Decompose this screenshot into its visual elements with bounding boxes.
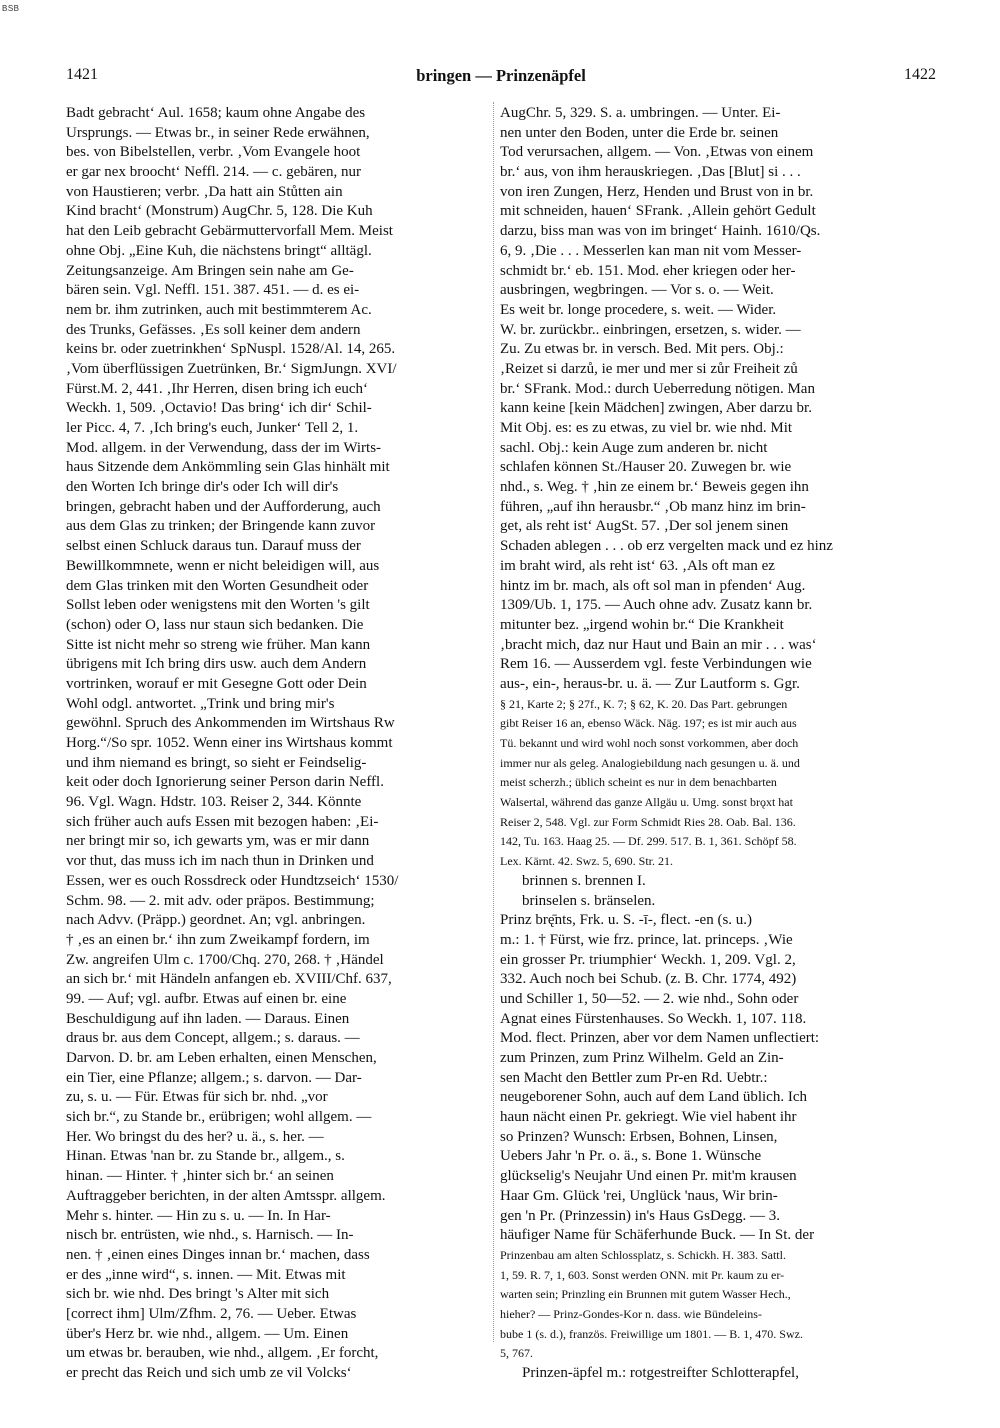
text-line: sich br. wie nhd. Des bringt 's Alter mit sich: [66, 1286, 330, 1303]
text-line: ‚Vom überflüssigen Zuetrünken, Br.‘ SigmJungn. XVI/: [66, 360, 397, 377]
text-line: 142, Tu. 163. Haag 25. — Df. 299. 517. B. 1, 361. Schöpf 58.: [500, 834, 797, 849]
text-line: Es weit br. longe procedere, s. weit. — Wider.: [500, 301, 777, 318]
text-line: haus Sitzende dem Ankömmling sein Glas hinhält mit: [66, 459, 390, 476]
page-number-left: 1421: [66, 66, 98, 83]
column-divider: [493, 102, 494, 1342]
text-line: sachl. Obj.: kein Auge zum anderen br. nicht: [500, 439, 768, 456]
text-line: nen. † ‚einen eines Dinges innan br.‘ machen, dass: [66, 1246, 370, 1263]
text-line: sich br.“, zu Stande br., erübrigen; wohl allgem. —: [66, 1109, 372, 1126]
text-line: Schm. 98. — 2. mit adv. oder präpos. Bestimmung;: [66, 892, 375, 909]
text-line: m.: 1. † Fürst, wie frz. prince, lat. princeps. ‚Wie: [500, 931, 793, 948]
text-line: Mod. allgem. in der Verwendung, dass der im Wirts-: [66, 439, 382, 456]
text-line: aus dem Glas zu trinken; der Bringende kann zuvor: [66, 518, 376, 535]
text-line: er precht das Reich und sich umb ze vil Volcks‘: [66, 1365, 352, 1381]
text-line: § 21, Karte 2; § 27f., K. 7; § 62, K. 20. Das Part. gebrungen: [500, 696, 788, 711]
text-line: nem br. ihm zutrinken, auch mit bestimmterem Ac.: [66, 301, 372, 318]
text-line: Essen, wer es ouch Rossdreck oder Hundtzseich‘ 1530/: [66, 872, 399, 889]
text-line: Schaden ablegen . . . ob erz vergelten mack und ez hinz: [500, 538, 833, 555]
text-line: Bewillkommnete, wenn er nicht beleidigen will, aus: [66, 557, 380, 574]
text-line: Prinzenbau am alten Schlossplatz, s. Schickh. H. 383. Sattl.: [500, 1247, 786, 1262]
text-line: vortrinken, worauf er mit Gesegne Gott oder Dein: [66, 675, 367, 692]
text-line: er des „inne wird“, s. innen. — Mit. Etwas mit: [66, 1266, 346, 1283]
text-line: Mehr s. hinter. — Hin zu s. u. — In. In Har-: [66, 1207, 331, 1224]
page-header: [66, 66, 936, 90]
text-line: Zeitungsanzeige. Am Bringen sein nahe am Ge-: [66, 262, 354, 279]
text-line: kann keine [kein Mädchen] zwingen, Aber darzu br.: [500, 400, 812, 417]
text-line: ohne Obj. „Eine Kuh, die nächstens bringt“ alltägl.: [66, 242, 372, 259]
text-line: nhd., s. Weg. † ‚hin ze einem br.‘ Beweis gegen ihn: [500, 479, 809, 496]
text-line: Hinan. Etwas 'nan br. zu Stande br., allgem., s.: [66, 1148, 345, 1165]
text-line: Mit Obj. es: es zu etwas, zu viel br. wie nhd. Mit: [500, 420, 793, 436]
page-number-right: 1422: [904, 66, 936, 83]
text-line: brinselen s. bränselen.: [522, 892, 656, 909]
text-line: hat den Leib gebracht Gebärmuttervorfall Mem. Meist: [66, 223, 393, 240]
text-line: ner bringt mir so, ich gewarts ym, was er mir dann: [66, 833, 370, 850]
text-line: 99. — Auf; vgl. aufbr. Etwas auf einen br. eine: [66, 990, 347, 1007]
text-line: Rem 16. — Ausserdem vgl. feste Verbindungen wie: [500, 656, 812, 673]
text-line: über's Herz br. wie nhd., allgem. — Um. Einen: [66, 1325, 349, 1342]
text-line: Tü. bekannt und wird wohl noch sonst vorkommen, aber doch: [500, 736, 799, 750]
text-line: er gar nex broocht‘ Neffl. 214. — c. gebären, nur: [66, 164, 362, 181]
text-line: schlafen können St./Hauser 20. Zuwegen br. wie: [500, 459, 792, 476]
text-line: keins br. oder zuetrinkhen‘ SpNuspl. 1528/Al. 14, 265.: [66, 341, 396, 358]
text-line: zum Prinzen, zum Prinz Wilhelm. Geld an Zin-: [500, 1050, 784, 1066]
text-line: nisch br. entrüsten, wie nhd., s. Harnisch. — In-: [66, 1227, 354, 1244]
text-line: aus-, ein-, heraus-br. u. ä. — Zur Lautform s. Ggr.: [500, 675, 800, 692]
text-line: nach Advv. (Präpp.) geordnet. An; vgl. anbringen.: [66, 912, 366, 929]
text-line: meist scherzh.; üblich scheint es nur in dem benachbarten: [500, 775, 777, 790]
text-line: Her. Wo bringst du des her? u. ä., s. her. —: [66, 1128, 324, 1145]
text-line: Mod. flect. Prinzen, aber vor dem Namen unflectiert:: [500, 1030, 820, 1047]
text-line: Prinz brę̄nts, Frk. u. S. -ī-, flect. -en (s. u.): [500, 912, 753, 929]
text-line: Walsertal, während das ganze Allgäu u. Umg. sonst brǫxt hat: [500, 795, 793, 810]
text-line: † ‚es an einen br.‘ ihn zum Zweikampf fordern, im: [66, 931, 370, 948]
text-line: Tod verursachen, allgem. — Von. ‚Etwas von einem: [500, 144, 814, 161]
text-line: ausbringen, wegbringen. — Vor s. o. — Weit.: [500, 282, 774, 299]
text-line: hintz im br. mach, als oft sol man in pfenden‘ Aug.: [500, 577, 806, 594]
text-line: ‚Reizet si darzů, ie mer und mer si zůr Freiheit zů: [500, 360, 798, 377]
text-line: neugeborener Sohn, auch auf dem Land üblich. Ich: [500, 1089, 807, 1106]
text-line: ein Tier, eine Pflanze; allgem.; s. darvon. — Dar-: [66, 1069, 362, 1086]
text-line: keit oder doch Ignorierung seiner Person darin Neffl.: [66, 774, 384, 791]
text-line: Lex. Kärnt. 42. Swz. 5, 690. Str. 21.: [500, 854, 673, 869]
text-line: W. br. zurückbr.. einbringen, ersetzen, s. wider. —: [500, 321, 801, 338]
text-line: haun nächt einen Pr. gekriegt. Wie viel habent ihr: [500, 1109, 797, 1126]
text-line: gen 'n Pr. (Prinzessin) in's Haus GsDegg. — 3.: [500, 1207, 780, 1224]
text-line: bube 1 (s. d.), französ. Freiwillige um 1801. — B. 1, 470. Swz.: [500, 1326, 803, 1341]
text-line: Beschuldigung auf ihn laden. — Daraus. Einen: [66, 1010, 350, 1027]
text-line: selbst einen Schluck daraus tun. Darauf muss der: [66, 538, 361, 555]
text-line: [correct ihm] Ulm/Zfhm. 2, 76. — Ueber. Etwas: [66, 1305, 357, 1322]
text-line: so Prinzen? Wunsch: Erbsen, Bohnen, Linsen,: [500, 1128, 778, 1145]
text-line: des Trunks, Gefässes. ‚Es soll keiner dem andern: [66, 321, 361, 338]
text-line: führen, „auf ihn herausbr.“ ‚Ob manz hinz im brin-: [500, 498, 806, 515]
text-line: nen unter den Boden, unter die Erde br. seinen: [500, 124, 779, 141]
text-line: und Schiller 1, 50—52. — 2. wie nhd., Sohn oder: [500, 990, 799, 1007]
text-line: Zw. angreifen Ulm c. 1700/Chq. 270, 268. † ‚Händel: [66, 951, 384, 968]
text-line: draus br. aus dem Concept, allgem.; s. daraus. —: [66, 1030, 360, 1047]
text-line: hieher? — Prinz-Gondes-Kor n. dass. wie Bündeleins-: [500, 1306, 762, 1321]
text-line: um etwas br. berauben, wie nhd., allgem. ‚Er forcht,: [66, 1345, 379, 1362]
text-line: warten sein; Prinzling ein Brunnen mit gutem Wasser Hech.,: [500, 1287, 791, 1302]
text-line: Badt gebracht‘ Aul. 1658; kaum ohne Angabe des: [66, 105, 366, 121]
text-line: sich früher auch aufs Essen mit bezogen haben: ‚Ei-: [66, 813, 379, 830]
text-line: mitunter bez. „irgend wohin br.“ Die Krankheit: [500, 616, 784, 633]
left-column: [66, 104, 491, 1384]
text-line: gewöhnl. Spruch des Ankommenden im Wirtshaus Rw: [66, 715, 395, 732]
right-column: [500, 104, 935, 1384]
text-line: Horg.“/So spr. 1052. Wenn einer ins Wirtshaus kommt: [66, 735, 393, 751]
text-line: Auftraggeber berichten, in der alten Amtsspr. allgem.: [66, 1187, 386, 1204]
text-line: Prinzen-äpfel m.: rotgestreifter Schlotterapfel,: [522, 1365, 799, 1381]
text-line: von iren Zungen, Herz, Henden und Brust von in br.: [500, 183, 814, 200]
text-line: zu, s. u. — Für. Etwas für sich br. nhd. „vor: [66, 1089, 328, 1106]
text-line: Reiser 2, 548. Vgl. zur Form Schmidt Ries 28. Oab. Bal. 136.: [500, 814, 796, 829]
text-line: dem Glas trinken mit den Worten Gesundheit oder: [66, 577, 369, 594]
text-line: ler Picc. 4, 7. ‚Ich bring's euch, Junker‘ Tell 2, 1.: [66, 420, 359, 436]
text-line: mit schneiden, hauen‘ SFrank. ‚Allein gehört Gedult: [500, 203, 816, 220]
text-line: 1, 59. R. 7, 1, 603. Sonst werden ONN. mit Pr. kaum zu er-: [500, 1267, 785, 1282]
text-line: vor thut, das muss ich im nach thun in Drinken und: [66, 853, 374, 870]
text-line: ein grosser Pr. triumphier‘ Weckh. 1, 209. Vgl. 2,: [500, 951, 796, 968]
text-line: Sitte ist nicht mehr so streng wie früher. Man kann: [66, 636, 371, 653]
text-line: gibt Reiser 16 an, ebenso Wäck. Näg. 197; es ist mir auch aus: [500, 716, 797, 731]
text-line: sen Macht den Bettler zum Pr-en Rd. Uebtr.:: [500, 1069, 768, 1086]
text-line: (schon) oder O, lass nur staun sich bedanken. Die: [66, 616, 364, 633]
text-line: an sich br.‘ mit Händeln anfangen eb. XVIII/Chf. 637,: [66, 971, 392, 988]
text-line: AugChr. 5, 329. S. a. umbringen. — Unter. Ei-: [500, 105, 781, 121]
text-line: im braht wird, als reht ist‘ 63. ‚Als oft man ez: [500, 557, 775, 574]
text-line: 5, 767.: [500, 1346, 533, 1361]
text-line: glückselig's Neujahr Und einen Pr. mit'm krausen: [500, 1168, 797, 1185]
text-line: Agnat eines Fürstenhauses. So Weckh. 1, 107. 118.: [500, 1010, 807, 1027]
text-line: 96. Vgl. Wagn. Hdstr. 103. Reiser 2, 344. Könnte: [66, 794, 362, 811]
text-line: bringen, gebracht haben und der Aufforderung, auch: [66, 498, 381, 515]
text-line: immer nur als geleg. Analogiebildung nach gesungen u. ä. und: [500, 755, 800, 770]
text-line: Ursprungs. — Etwas br., in seiner Rede erwähnen,: [66, 124, 370, 141]
text-line: 6, 9. ‚Die . . . Messerlen kan man nit vom Messer-: [500, 242, 802, 259]
text-line: Kind bracht‘ (Monstrum) AugChr. 5, 128. Die Kuh: [66, 203, 373, 220]
text-line: br.‘ aus, von ihm herauskriegen. ‚Das [Blut] si . . .: [500, 164, 801, 181]
text-line: von Haustieren; verbr. ‚Da hatt ain Stůtten ain: [66, 183, 343, 200]
text-line: Uebers Jahr 'n Pr. o. ä., s. Bone 1. Wünsche: [500, 1148, 762, 1165]
text-line: Zu. Zu etwas br. in versch. Bed. Mit pers. Obj.:: [500, 341, 784, 358]
text-line: brinnen s. brennen I.: [522, 872, 646, 889]
text-line: schmidt br.‘ eb. 151. Mod. eher kriegen oder her-: [500, 262, 796, 279]
text-line: Darvon. D. br. am Leben erhalten, einen Menschen,: [66, 1050, 377, 1066]
text-line: bes. von Bibelstellen, verbr. ‚Vom Evangele hoot: [66, 144, 361, 161]
text-line: ‚bracht mich, daz nur Haut und Bain an mir . . . was‘: [500, 636, 817, 653]
text-line: Fürst.M. 2, 441. ‚Ihr Herren, disen bring ich euch‘: [66, 380, 369, 397]
text-line: Haar Gm. Glück 'rei, Unglück 'naus, Wir brin-: [500, 1187, 778, 1204]
text-line: Sollst leben oder wenigstens mit den Worten 's gilt: [66, 597, 370, 614]
text-line: Wohl odgl. antwortet. „Trink und bring mir's: [66, 695, 335, 712]
text-line: hinan. — Hinter. † ‚hinter sich br.‘ an seinen: [66, 1168, 334, 1185]
text-line: häufiger Name für Schäferhunde Buck. — In St. der: [500, 1227, 815, 1244]
text-line: get, als reht ist‘ AugSt. 57. ‚Der sol jenem sinen: [500, 518, 789, 535]
text-line: 1309/Ub. 1, 175. — Auch ohne adv. Zusatz kann br.: [500, 597, 813, 614]
text-line: den Worten Ich bringe dir's oder Ich will dir's: [66, 479, 339, 496]
running-title: bringen — Prinzenäpfel: [416, 66, 586, 85]
library-stamp: BSB: [2, 4, 20, 13]
text-line: 332. Auch noch bei Schub. (z. B. Chr. 1774, 492): [500, 971, 797, 988]
text-line: br.‘ SFrank. Mod.: durch Ueberredung nötigen. Man: [500, 380, 815, 397]
text-line: übrigens mit Ich bring dirs usw. auch dem Andern: [66, 656, 367, 673]
text-line: und ihm niemand es bringt, so sieht er Feindselig-: [66, 754, 367, 771]
text-line: bären sein. Vgl. Neffl. 151. 387. 451. — d. es ei-: [66, 282, 360, 299]
text-line: Weckh. 1, 509. ‚Octavio! Das bring‘ ich dir‘ Schil-: [66, 400, 372, 417]
text-line: darzu, biss man was von im bringet‘ Hainh. 1610/Qs.: [500, 223, 821, 240]
